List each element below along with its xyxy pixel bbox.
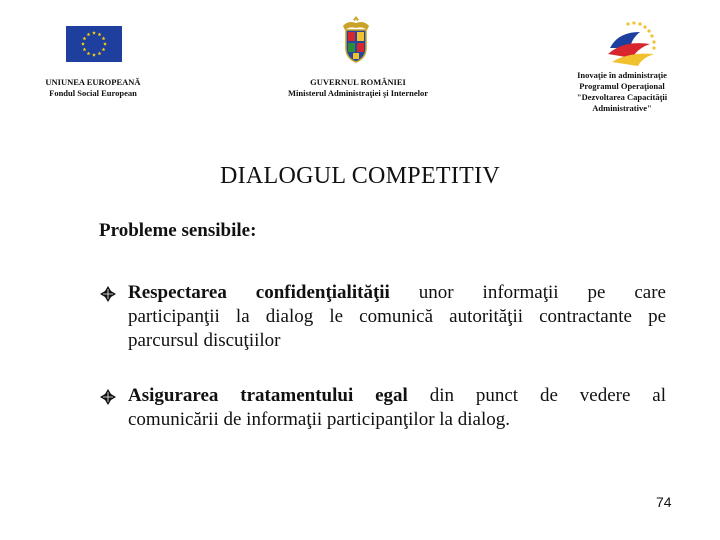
romanian-coat-of-arms-icon — [340, 14, 372, 64]
government-caption-line2: Ministerul Administraţiei şi Internelor — [287, 88, 428, 98]
bullet-1-line1 — [128, 281, 666, 305]
program-caption-line3: "Dezvoltarea Capacităţii — [576, 92, 668, 102]
government-caption — [256, 77, 460, 99]
bullet-1-line3: parcursul discuţiilor — [128, 330, 281, 351]
bullet-item-equal-treatment — [100, 384, 666, 432]
program-caption-line2: Programul Operaţional — [579, 81, 665, 91]
bullet-1-rest: unor informaţii pe care — [389, 282, 666, 303]
eu-flag-icon — [66, 26, 122, 62]
eu-caption — [22, 77, 164, 99]
section-subtitle: Probleme sensibile: — [99, 220, 257, 241]
bullet-2-bold: Asigurarea tratamentului egal — [128, 385, 408, 406]
eu-caption-line2: Fondul Social European — [49, 88, 137, 98]
diamond-bullet-icon — [100, 286, 116, 302]
bullet-2-rest: din punct de vedere al — [407, 385, 666, 406]
bullet-1-line2: participanţii la dialog le comunică autorităţii contractante pe — [128, 306, 666, 327]
program-caption — [560, 70, 684, 114]
page-number: 74 — [656, 494, 672, 510]
government-caption-line1: GUVERNUL ROMÂNIEI — [310, 77, 406, 87]
po-dca-logo-icon — [598, 18, 660, 68]
page-title — [0, 163, 720, 190]
bullet-1-bold: Respectarea confidenţialităţii — [128, 282, 390, 303]
diamond-bullet-icon — [100, 389, 116, 405]
program-caption-line1: Inovaţie în administraţie — [577, 70, 667, 80]
page-title-text: DIALOGUL COMPETITIV — [219, 163, 501, 189]
bullet-2-line1 — [128, 384, 666, 408]
bullet-2-line2: comunicării de informaţii participanţilor la dialog. — [128, 409, 510, 430]
program-caption-line4: Administrative" — [592, 103, 652, 113]
bullet-item-confidentiality — [100, 281, 666, 353]
eu-caption-line1: UNIUNEA EUROPEANĂ — [45, 77, 141, 87]
